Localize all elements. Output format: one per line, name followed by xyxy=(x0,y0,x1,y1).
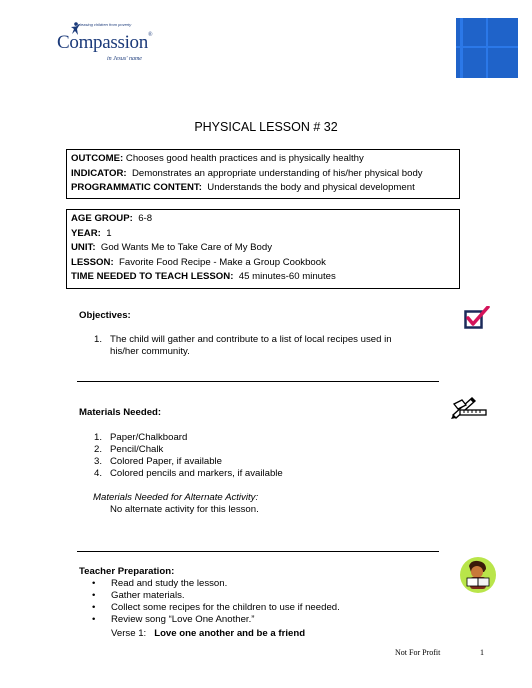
lesson-info-box xyxy=(66,209,460,289)
objective-number: 1. xyxy=(94,334,103,345)
material-text: Pencil/Chalk xyxy=(110,444,164,455)
bullet-mark: • xyxy=(92,602,96,613)
outcome-box xyxy=(66,149,460,199)
bullet-mark: • xyxy=(92,614,96,625)
footer-not-for-profit: Not For Profit xyxy=(395,648,441,657)
material-item xyxy=(94,468,283,480)
objectives-list xyxy=(94,334,392,358)
material-item xyxy=(94,432,283,444)
preparation-item xyxy=(90,602,340,614)
outcome-label: OUTCOME: xyxy=(71,153,124,164)
year-value: 1 xyxy=(106,227,112,239)
preparation-text: Collect some recipes for the children to use if needed. xyxy=(111,602,340,613)
material-text: Colored Paper, if available xyxy=(110,456,222,467)
page-title: PHYSICAL LESSON # 32 xyxy=(194,120,338,134)
lesson-label: LESSON: xyxy=(71,256,114,268)
preparation-item xyxy=(90,590,340,602)
divider xyxy=(77,381,439,382)
objective-text-line1: The child will gather and contribute to a list of local recipes used in xyxy=(110,334,392,345)
verse-line xyxy=(111,628,305,640)
alt-materials-text: No alternate activity for this lesson. xyxy=(110,504,259,515)
preparation-text: Review song “Love One Another.” xyxy=(111,614,255,625)
time-value: 45 minutes-60 minutes xyxy=(238,271,336,283)
programmatic-label: PROGRAMMATIC CONTENT: xyxy=(71,182,202,194)
bullet-mark: • xyxy=(92,578,96,589)
lesson-row xyxy=(71,256,455,271)
age-label: AGE GROUP: xyxy=(71,213,133,224)
lesson-value: Favorite Food Recipe - Make a Group Cookbook xyxy=(119,256,326,268)
age-value: 6-8 xyxy=(138,213,153,224)
logo-subtitle: in Jesus' name xyxy=(107,56,142,62)
outcome-value: Chooses good health practices and is physically healthy xyxy=(125,153,364,164)
material-text: Paper/Chalkboard xyxy=(110,432,188,443)
unit-value: God Wants Me to Take Care of My Body xyxy=(100,242,273,254)
bullet-mark: • xyxy=(92,590,96,601)
logo-tagline: Releasing children from poverty xyxy=(75,22,132,27)
material-item xyxy=(94,444,283,456)
materials-list xyxy=(94,432,283,480)
material-number: 3. xyxy=(94,456,103,467)
time-label: TIME NEEDED TO TEACH LESSON: xyxy=(71,271,234,283)
logo-wordmark: Compassion® xyxy=(57,32,153,53)
preparation-item xyxy=(90,578,340,590)
corner-color-block xyxy=(456,18,518,78)
teacher-reading-icon xyxy=(459,556,497,594)
year-row xyxy=(71,227,455,242)
indicator-value: Demonstrates an appropriate understanding of his/her physical body xyxy=(131,167,423,179)
preparation-text: Gather materials. xyxy=(111,590,185,601)
material-number: 2. xyxy=(94,444,103,455)
checkbox-check-icon xyxy=(464,306,490,330)
age-row xyxy=(71,212,455,227)
programmatic-value: Understands the body and physical development xyxy=(207,182,415,194)
verse-label: Verse 1: xyxy=(111,628,147,639)
material-item xyxy=(94,456,283,468)
alt-materials-heading: Materials Needed for Alternate Activity: xyxy=(93,492,259,503)
year-label: YEAR: xyxy=(71,227,101,239)
material-number: 1. xyxy=(94,432,103,443)
material-text: Colored pencils and markers, if available xyxy=(110,468,283,479)
material-number: 4. xyxy=(94,468,103,479)
compassion-logo xyxy=(55,22,175,68)
preparation-item xyxy=(90,614,340,626)
indicator-label: INDICATOR: xyxy=(71,167,127,179)
objectives-heading: Objectives: xyxy=(79,310,131,321)
indicator-row xyxy=(71,167,455,182)
preparation-text: Read and study the lesson. xyxy=(111,578,228,589)
pencil-ruler-icon xyxy=(450,395,488,419)
unit-row xyxy=(71,241,455,256)
objective-item xyxy=(94,334,392,358)
time-row xyxy=(71,270,455,285)
outcome-row xyxy=(71,152,455,167)
divider xyxy=(77,551,439,552)
page-number: 1 xyxy=(480,648,484,657)
preparation-list xyxy=(90,578,340,626)
programmatic-row xyxy=(71,181,455,196)
unit-label: UNIT: xyxy=(71,242,96,254)
preparation-heading: Teacher Preparation: xyxy=(79,566,175,577)
objective-text-line2: his/her community. xyxy=(110,346,190,357)
materials-heading: Materials Needed: xyxy=(79,407,162,418)
verse-text: Love one another and be a friend xyxy=(154,628,306,639)
